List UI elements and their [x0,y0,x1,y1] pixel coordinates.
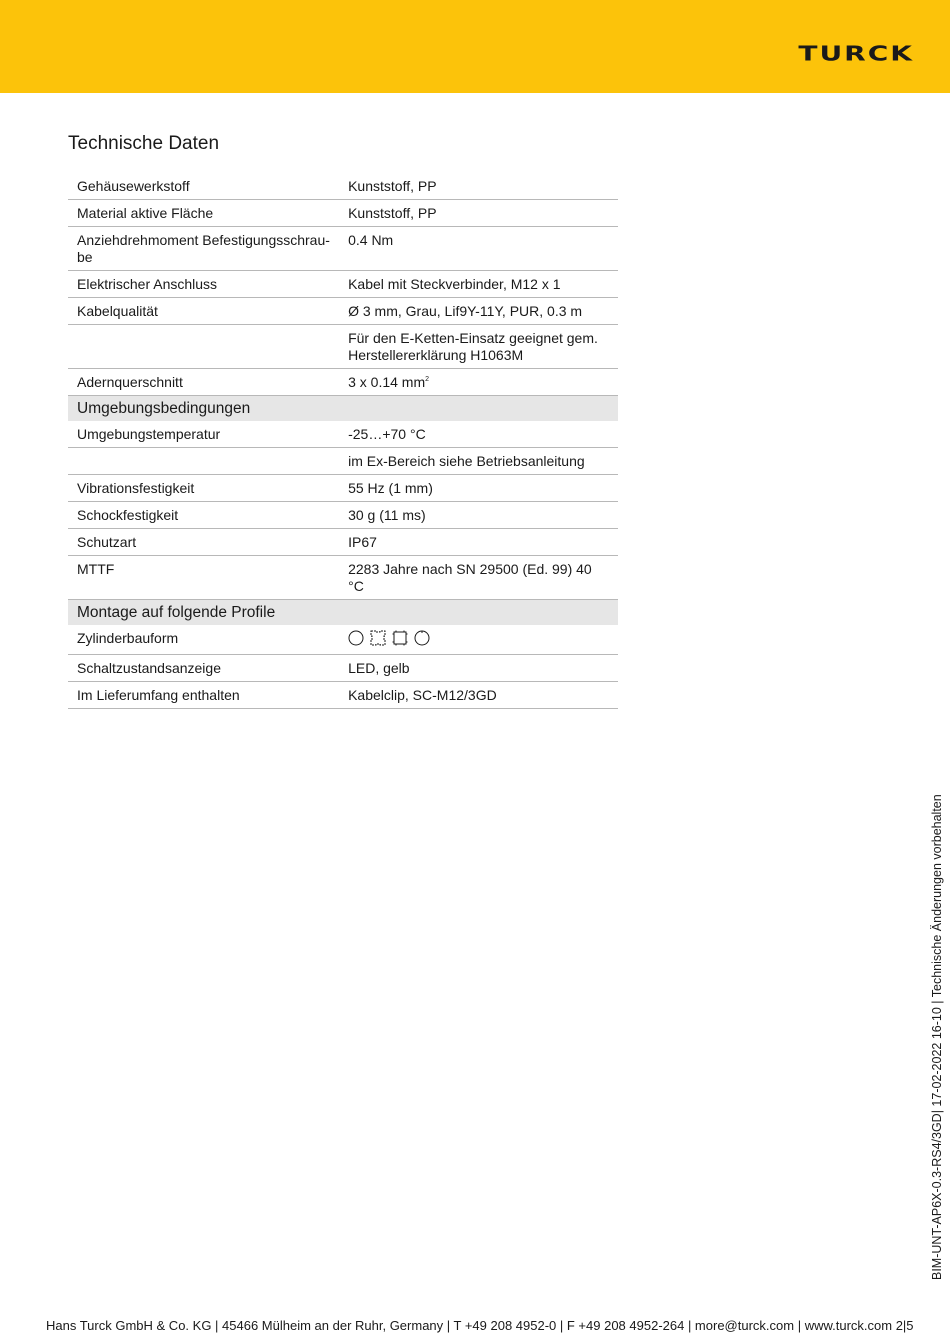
row-value: Für den E-Ketten-Einsatz geeignet gem. Herstellererklärung H1063M [339,325,618,369]
page-title: Technische Daten [68,133,220,154]
table-row [68,625,618,655]
header-bar [0,0,950,93]
row-value: Kabelclip, SC-M12/3GD [339,682,618,709]
square-profile-icon [392,630,408,646]
section-header-ambient-conditions [68,396,618,422]
table-row [68,655,618,682]
table-row [68,298,618,325]
row-value [339,625,618,655]
section-header-mounting-profiles [68,600,618,626]
table-row [68,325,618,369]
side-note: BIM-UNT-AP6X-0.3-RS4/3GD| 17-02-2022 16-10 | Technische Änderungen vorbehalten [930,794,944,1280]
row-value: im Ex-Bereich siehe Betriebsanleitung [339,448,618,475]
table-row [68,271,618,298]
turck-logo: TURCK [798,41,914,66]
spec-table [68,173,618,709]
row-value: 2283 Jahre nach SN 29500 (Ed. 99) 40 °C [339,556,618,600]
row-label: Elektrischer Anschluss [68,271,339,298]
row-value: Kunststoff, PP [339,200,618,227]
table-row [68,227,618,271]
footer: Hans Turck GmbH & Co. KG | 45466 Mülheim an der Ruhr, Germany | T +49 208 4952-0 | F +49 208 4952-264 | more@turck.com | www.turck.com 2|5 [46,1318,914,1333]
row-value: Kabel mit Steckverbinder, M12 x 1 [339,271,618,298]
row-value [339,369,618,396]
row-label: Schaltzustandsanzeige [68,655,339,682]
row-label: Im Lieferumfang enthalten [68,682,339,709]
table-row [68,448,618,475]
row-label [68,448,339,475]
table-row [68,421,618,448]
table-row [68,682,618,709]
value-text: 3 x 0.14 mm [348,374,426,390]
row-label: Vibrationsfestigkeit [68,475,339,502]
section-title: Umgebungsbedingungen [68,396,618,422]
section-title: Montage auf folgende Profile [68,600,618,626]
row-label: Kabelqualität [68,298,339,325]
table-row [68,556,618,600]
square-profile-icon [370,630,386,646]
row-value: Kunststoff, PP [339,173,618,200]
round-profile-icon [414,630,430,646]
row-label: Zylinderbauform [68,625,339,655]
row-label: MTTF [68,556,339,600]
profile-icons [348,630,430,646]
table-row [68,529,618,556]
row-label [68,325,339,369]
row-value: 55 Hz (1 mm) [339,475,618,502]
row-label: Material aktive Fläche [68,200,339,227]
superscript: 2 [425,376,430,383]
row-label: Anziehdrehmoment Befestigungsschrau-be [68,227,339,271]
table-row [68,369,618,396]
table-row [68,475,618,502]
row-label: Umgebungstemperatur [68,421,339,448]
row-value: IP67 [339,529,618,556]
round-profile-icon [348,630,364,646]
row-value: 30 g (11 ms) [339,502,618,529]
row-value: LED, gelb [339,655,618,682]
row-value: 0.4 Nm [339,227,618,271]
row-value: -25…+70 °C [339,421,618,448]
row-value: Ø 3 mm, Grau, Lif9Y-11Y, PUR, 0.3 m [339,298,618,325]
row-label: Adernquerschnitt [68,369,339,396]
row-label: Schutzart [68,529,339,556]
row-label: Gehäusewerkstoff [68,173,339,200]
table-row [68,200,618,227]
table-row [68,502,618,529]
row-label: Schockfestigkeit [68,502,339,529]
table-row [68,173,618,200]
